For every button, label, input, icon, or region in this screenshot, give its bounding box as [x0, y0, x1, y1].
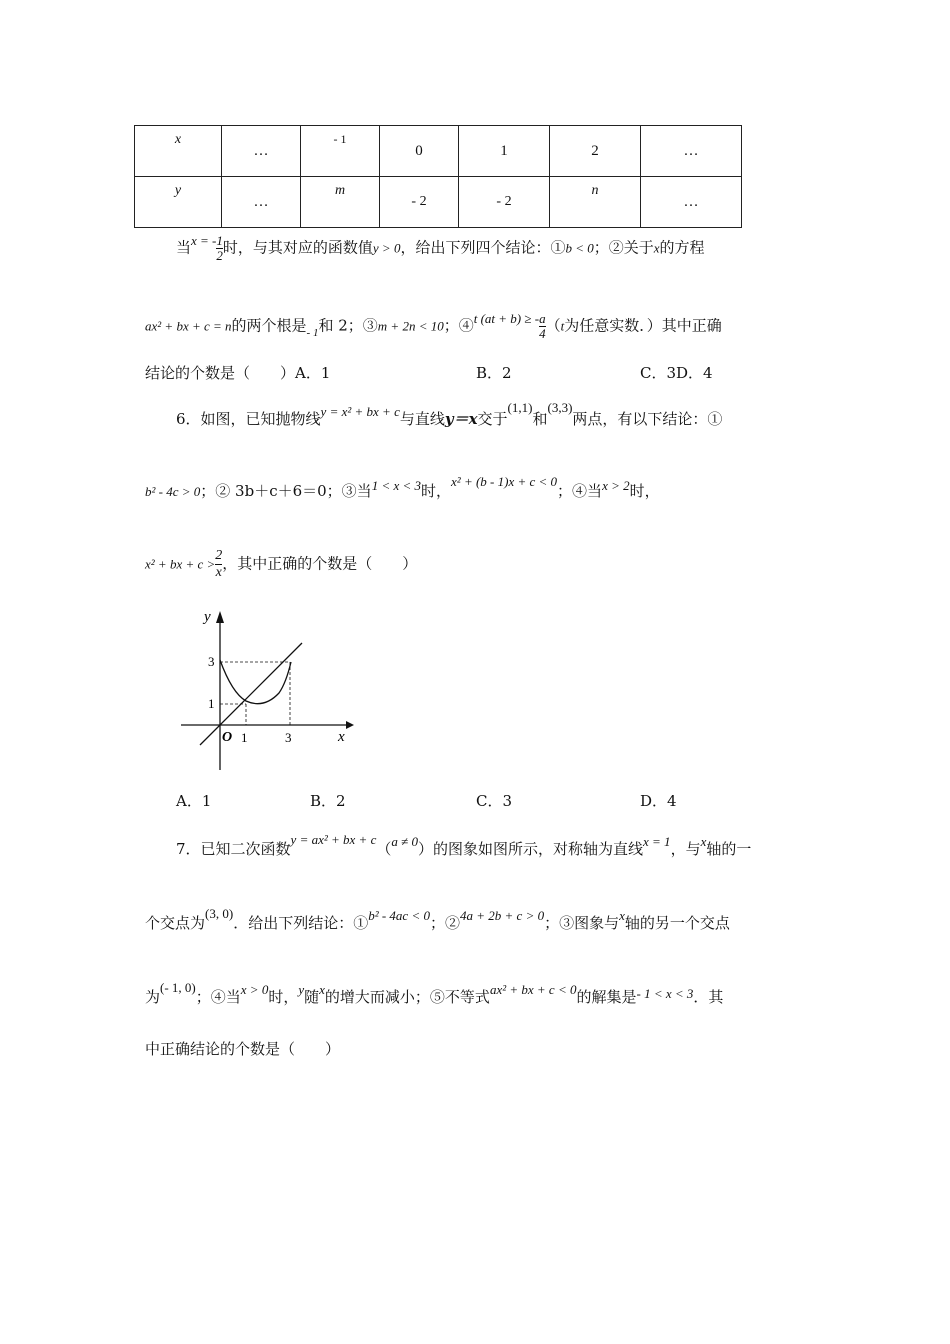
table-row-y — [135, 177, 742, 228]
frac-num: a — [539, 311, 546, 326]
math: x² + bx + c > — [145, 556, 216, 572]
math: x — [619, 908, 625, 923]
math: - 1 < x < 3 — [636, 986, 694, 1001]
text: 和 2；③ — [318, 316, 378, 335]
math: b² - 4c > 0 — [145, 484, 201, 499]
math: (3,3) — [547, 400, 573, 415]
text: ；④ — [443, 316, 474, 335]
text: 轴的一 — [706, 840, 752, 858]
text: ．给出下列结论：① — [233, 914, 369, 932]
math: x — [319, 982, 325, 997]
text: 为 — [145, 988, 161, 1006]
text: ；④当 — [557, 482, 603, 500]
text: 时， — [268, 988, 299, 1006]
q5-line-2 — [145, 312, 722, 341]
table-cell: m — [301, 177, 380, 228]
text: ，给出下列四个结论：① — [400, 238, 566, 257]
parabola-curve — [220, 660, 291, 704]
text: ；② — [429, 914, 460, 932]
origin-label: O — [222, 730, 233, 745]
math: a ≠ 0 — [391, 834, 418, 849]
q5-line-1 — [176, 234, 705, 263]
option-d: D．4 — [640, 792, 677, 810]
y-axis-arrow — [216, 611, 224, 623]
math: y > 0 — [372, 240, 401, 256]
text: 的解集是 — [576, 988, 637, 1006]
table-cell: … — [222, 126, 301, 177]
table-cell: 1 — [459, 126, 550, 177]
text: 与直线 — [399, 410, 445, 428]
text: （ — [545, 316, 561, 335]
math: y = x² + bx + c — [320, 404, 400, 419]
q7-line-2 — [145, 906, 730, 933]
text: ，其中正确的个数是（ ） — [222, 554, 418, 573]
frac-num: 2 — [215, 548, 223, 563]
q6-line-3 — [145, 548, 417, 581]
x-axis-arrow — [346, 721, 354, 729]
text: 时， — [629, 482, 660, 500]
text: 的方程 — [659, 238, 705, 257]
math: x² + (b - 1)x + c < 0 — [451, 474, 558, 489]
text: 两点，有以下结论：① — [572, 410, 723, 428]
table-cell: - 2 — [380, 177, 459, 228]
math: b < 0 — [565, 240, 594, 256]
table-cell: y — [135, 177, 222, 228]
math: (1,1) — [507, 400, 533, 415]
q7-line-4: 中正确结论的个数是（ ） — [145, 1040, 341, 1058]
math: (- 1, 0) — [160, 980, 196, 995]
option-b: B．2 — [310, 792, 346, 810]
table-cell: … — [641, 126, 742, 177]
text: 当 — [176, 238, 192, 257]
math: x > 2 — [602, 478, 630, 493]
q6-line-1 — [176, 400, 723, 429]
q7-line-3 — [145, 980, 724, 1007]
tick-label: 3 — [285, 730, 292, 745]
math: x — [700, 834, 707, 849]
text: 的两个根是 — [231, 316, 307, 335]
math: (3, 0) — [205, 906, 234, 921]
table-cell: n — [550, 177, 641, 228]
frac-den: x — [215, 565, 222, 580]
text: 时， — [421, 482, 452, 500]
option-a: A．1 — [176, 792, 212, 810]
table-row-x — [135, 126, 742, 177]
q6-options — [0, 790, 950, 810]
text: （ — [376, 840, 392, 858]
q5-option-b: B．2 — [476, 364, 512, 382]
math: x = - — [191, 232, 217, 248]
q6-line-2 — [145, 474, 660, 501]
text: 7．已知二次函数 — [176, 840, 291, 858]
math: - 1 — [306, 326, 319, 339]
value-table — [134, 125, 742, 228]
text: 随 — [304, 988, 320, 1006]
text: ；② 3b＋c＋6＝0；③当 — [200, 482, 372, 500]
text: ）的图象如图所示，对称轴为直线 — [418, 840, 644, 858]
frac-den: 4 — [539, 326, 546, 341]
text: ；③图象与 — [544, 914, 620, 932]
text: 轴的另一个交点 — [624, 914, 730, 932]
math: m + 2n < 10 — [377, 318, 444, 334]
math: 1 < x < 3 — [371, 478, 422, 493]
text: 个交点为 — [145, 914, 206, 932]
math: x — [653, 240, 660, 256]
text: 和 — [532, 410, 548, 428]
tick-label: 1 — [241, 730, 248, 745]
q5-line-3: 结论的个数是（ ）A．1 — [145, 364, 331, 382]
frac-den: 2 — [216, 248, 223, 263]
table-cell: … — [222, 177, 301, 228]
table-cell: - 1 — [301, 126, 380, 177]
math: t (at + b) ≥ - — [473, 310, 540, 326]
table-cell: 0 — [380, 126, 459, 177]
q7-line-1 — [176, 832, 752, 859]
tick-label: 3 — [208, 654, 215, 669]
math: t — [560, 318, 565, 334]
text: 的增大而减小；⑤不等式 — [324, 988, 490, 1006]
math: y = ax² + bx + c — [290, 832, 377, 847]
math: b² - 4ac < 0 — [368, 908, 430, 923]
text: ．其 — [693, 988, 724, 1006]
math: y — [298, 982, 305, 997]
y-axis-label: y — [204, 609, 211, 625]
math: x > 0 — [240, 982, 269, 997]
text: ；②关于 — [593, 238, 654, 257]
tick-label: 1 — [208, 696, 215, 711]
table-cell: 2 — [550, 126, 641, 177]
table-cell: … — [641, 177, 742, 228]
x-axis-label: x — [338, 729, 345, 745]
text: 时，与其对应的函数值 — [222, 238, 373, 257]
table-cell: - 2 — [459, 177, 550, 228]
q5-option-cd: C．3D．4 — [640, 364, 713, 382]
option-c: C．3 — [476, 792, 513, 810]
math: x = 1 — [643, 834, 671, 849]
text: 6．如图，已知抛物线 — [176, 410, 321, 428]
table-cell: x — [135, 126, 222, 177]
math: ax² + bx + c = n — [145, 318, 232, 334]
parabola-line-graph — [176, 605, 356, 775]
text: ，与 — [670, 840, 701, 858]
text: 交于 — [477, 410, 508, 428]
math: y＝x — [444, 410, 478, 428]
text: ；④当 — [195, 988, 241, 1006]
frac-num: 1 — [216, 233, 223, 248]
math: ax² + bx + c < 0 — [489, 982, 577, 997]
math: 4a + 2b + c > 0 — [460, 908, 545, 923]
text: 为任意实数．）其中正确 — [564, 316, 722, 335]
